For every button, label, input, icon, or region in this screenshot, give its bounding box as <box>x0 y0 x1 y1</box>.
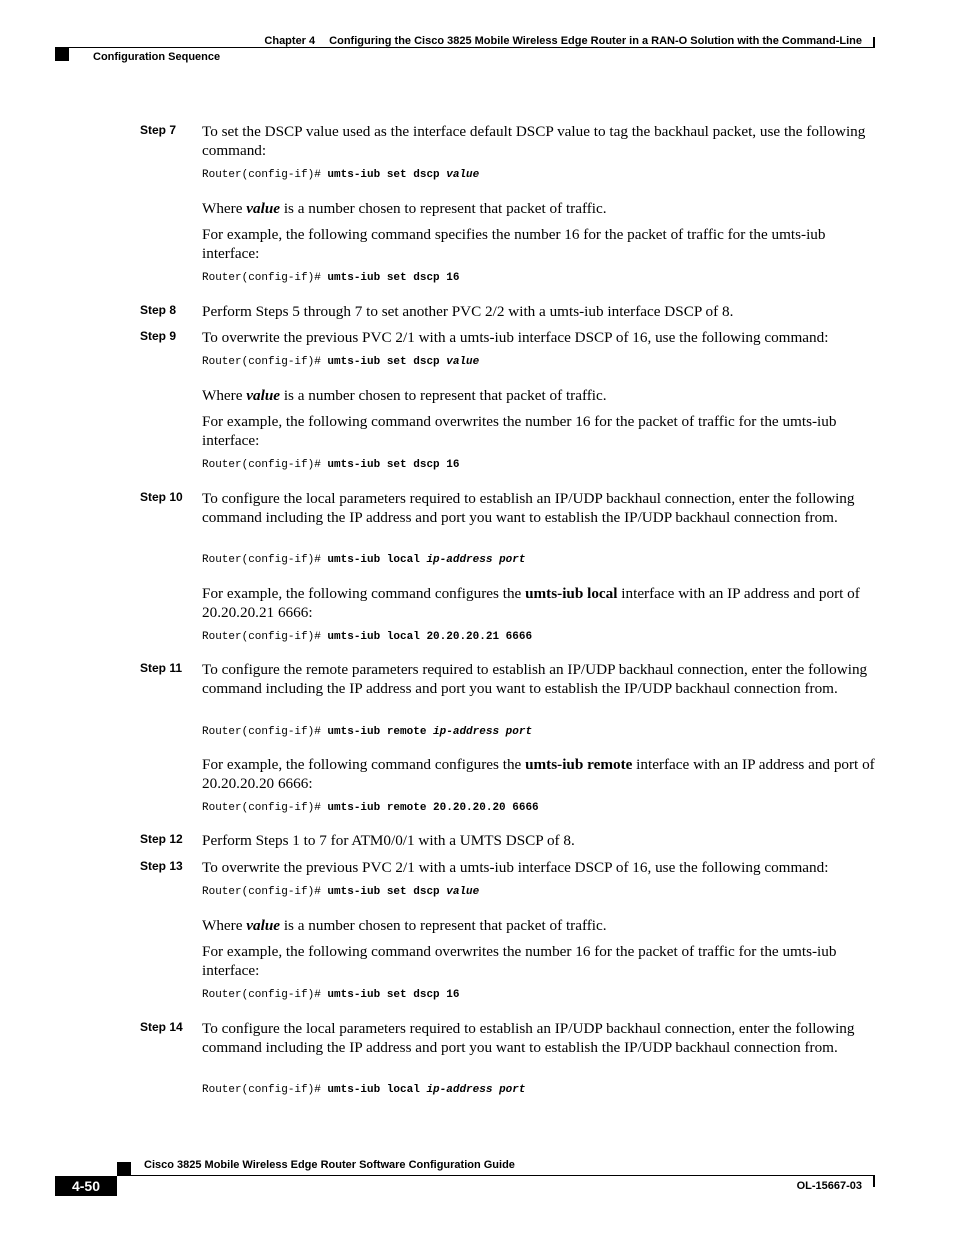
step-text: Perform Steps 1 to 7 for ATM0/0/1 with a UMTS DSCP of 8. <box>202 832 575 849</box>
step-text: To set the DSCP value used as the interface default DSCP value to tag the backhaul packet, use the following command: <box>202 123 866 159</box>
example-text: For example, the following command overwrites the number 16 for the packet of traffic for the umts-iub interface: <box>202 943 837 979</box>
chapter-number: Chapter 4 <box>264 35 316 47</box>
where-note: Where value is a number chosen to represent that packet of traffic. <box>202 200 607 217</box>
step-text: To configure the local parameters required to establish an IP/UDP backhaul connection, enter the following command including the IP address and port you want to establish the IP/UDP backhaul connection from. <box>202 490 855 526</box>
footer-marker <box>117 1162 131 1175</box>
step-10 <box>140 489 880 527</box>
step-8 <box>140 302 880 321</box>
footer-tick <box>873 1176 875 1187</box>
header-rule <box>55 47 875 48</box>
step-text: To overwrite the previous PVC 2/1 with a umts-iub interface DSCP of 16, use the following command: <box>202 329 829 346</box>
where-note: Where value is a number chosen to represent that packet of traffic. <box>202 387 607 404</box>
page-number: 4-50 <box>55 1176 117 1196</box>
command-example: Router(config-if)# umts-iub remote 20.20.20.20 6666 <box>202 802 539 814</box>
step-text: To overwrite the previous PVC 2/1 with a umts-iub interface DSCP of 16, use the following command: <box>202 859 829 876</box>
example-text: For example, the following command configures the umts-iub local interface with an IP address and port of 20.20.20.21 6666: <box>202 585 860 621</box>
step-label: Step 14 <box>140 1020 183 1034</box>
step-9 <box>140 328 880 347</box>
command-example: Router(config-if)# umts-iub set dscp 16 <box>202 459 460 471</box>
guide-title: Cisco 3825 Mobile Wireless Edge Router Software Configuration Guide <box>144 1159 515 1171</box>
step-label: Step 11 <box>140 661 183 675</box>
header-tick <box>873 37 875 48</box>
step-text: To configure the remote parameters required to establish an IP/UDP backhaul connection, enter the following command including the IP address and port you want to establish the IP/UDP backhaul connection from. <box>202 661 868 697</box>
running-header <box>264 35 862 47</box>
example-text: For example, the following command specifies the number 16 for the packet of traffic for the umts-iub interface: <box>202 226 826 262</box>
step-label: Step 8 <box>140 303 177 317</box>
command-syntax: Router(config-if)# umts-iub set dscp value <box>202 886 480 898</box>
step-11 <box>140 660 880 698</box>
step-label: Step 9 <box>140 329 177 343</box>
step-label: Step 7 <box>140 123 177 137</box>
command-example: Router(config-if)# umts-iub set dscp 16 <box>202 989 460 1001</box>
section-title: Configuration Sequence <box>93 51 221 63</box>
command-syntax: Router(config-if)# umts-iub local ip-address port <box>202 1084 526 1096</box>
document-id: OL-15667-03 <box>796 1180 862 1192</box>
step-text: Perform Steps 5 through 7 to set another PVC 2/2 with a umts-iub interface DSCP of 8. <box>202 303 734 320</box>
chapter-title: Configuring the Cisco 3825 Mobile Wireless Edge Router in a RAN-O Solution with the Command-Line <box>329 35 862 47</box>
step-label: Step 12 <box>140 832 183 846</box>
command-syntax: Router(config-if)# umts-iub remote ip-address port <box>202 726 533 738</box>
step-text: To configure the local parameters required to establish an IP/UDP backhaul connection, enter the following command including the IP address and port you want to establish the IP/UDP backhaul connection from. <box>202 1020 855 1056</box>
command-syntax: Router(config-if)# umts-iub set dscp value <box>202 169 480 181</box>
footer-rule <box>117 1175 875 1176</box>
example-text: For example, the following command configures the umts-iub remote interface with an IP address and port of 20.20.20.20 6666: <box>202 756 875 792</box>
step-12 <box>140 831 880 850</box>
example-text: For example, the following command overwrites the number 16 for the packet of traffic for the umts-iub interface: <box>202 413 837 449</box>
step-14 <box>140 1019 880 1057</box>
command-example: Router(config-if)# umts-iub local 20.20.20.21 6666 <box>202 631 533 643</box>
step-label: Step 13 <box>140 859 183 873</box>
command-example: Router(config-if)# umts-iub set dscp 16 <box>202 272 460 284</box>
step-13 <box>140 858 880 877</box>
command-syntax: Router(config-if)# umts-iub set dscp value <box>202 356 480 368</box>
header-marker <box>55 48 69 61</box>
command-syntax: Router(config-if)# umts-iub local ip-address port <box>202 554 526 566</box>
step-7 <box>140 122 880 160</box>
where-note: Where value is a number chosen to represent that packet of traffic. <box>202 917 607 934</box>
step-label: Step 10 <box>140 490 183 504</box>
